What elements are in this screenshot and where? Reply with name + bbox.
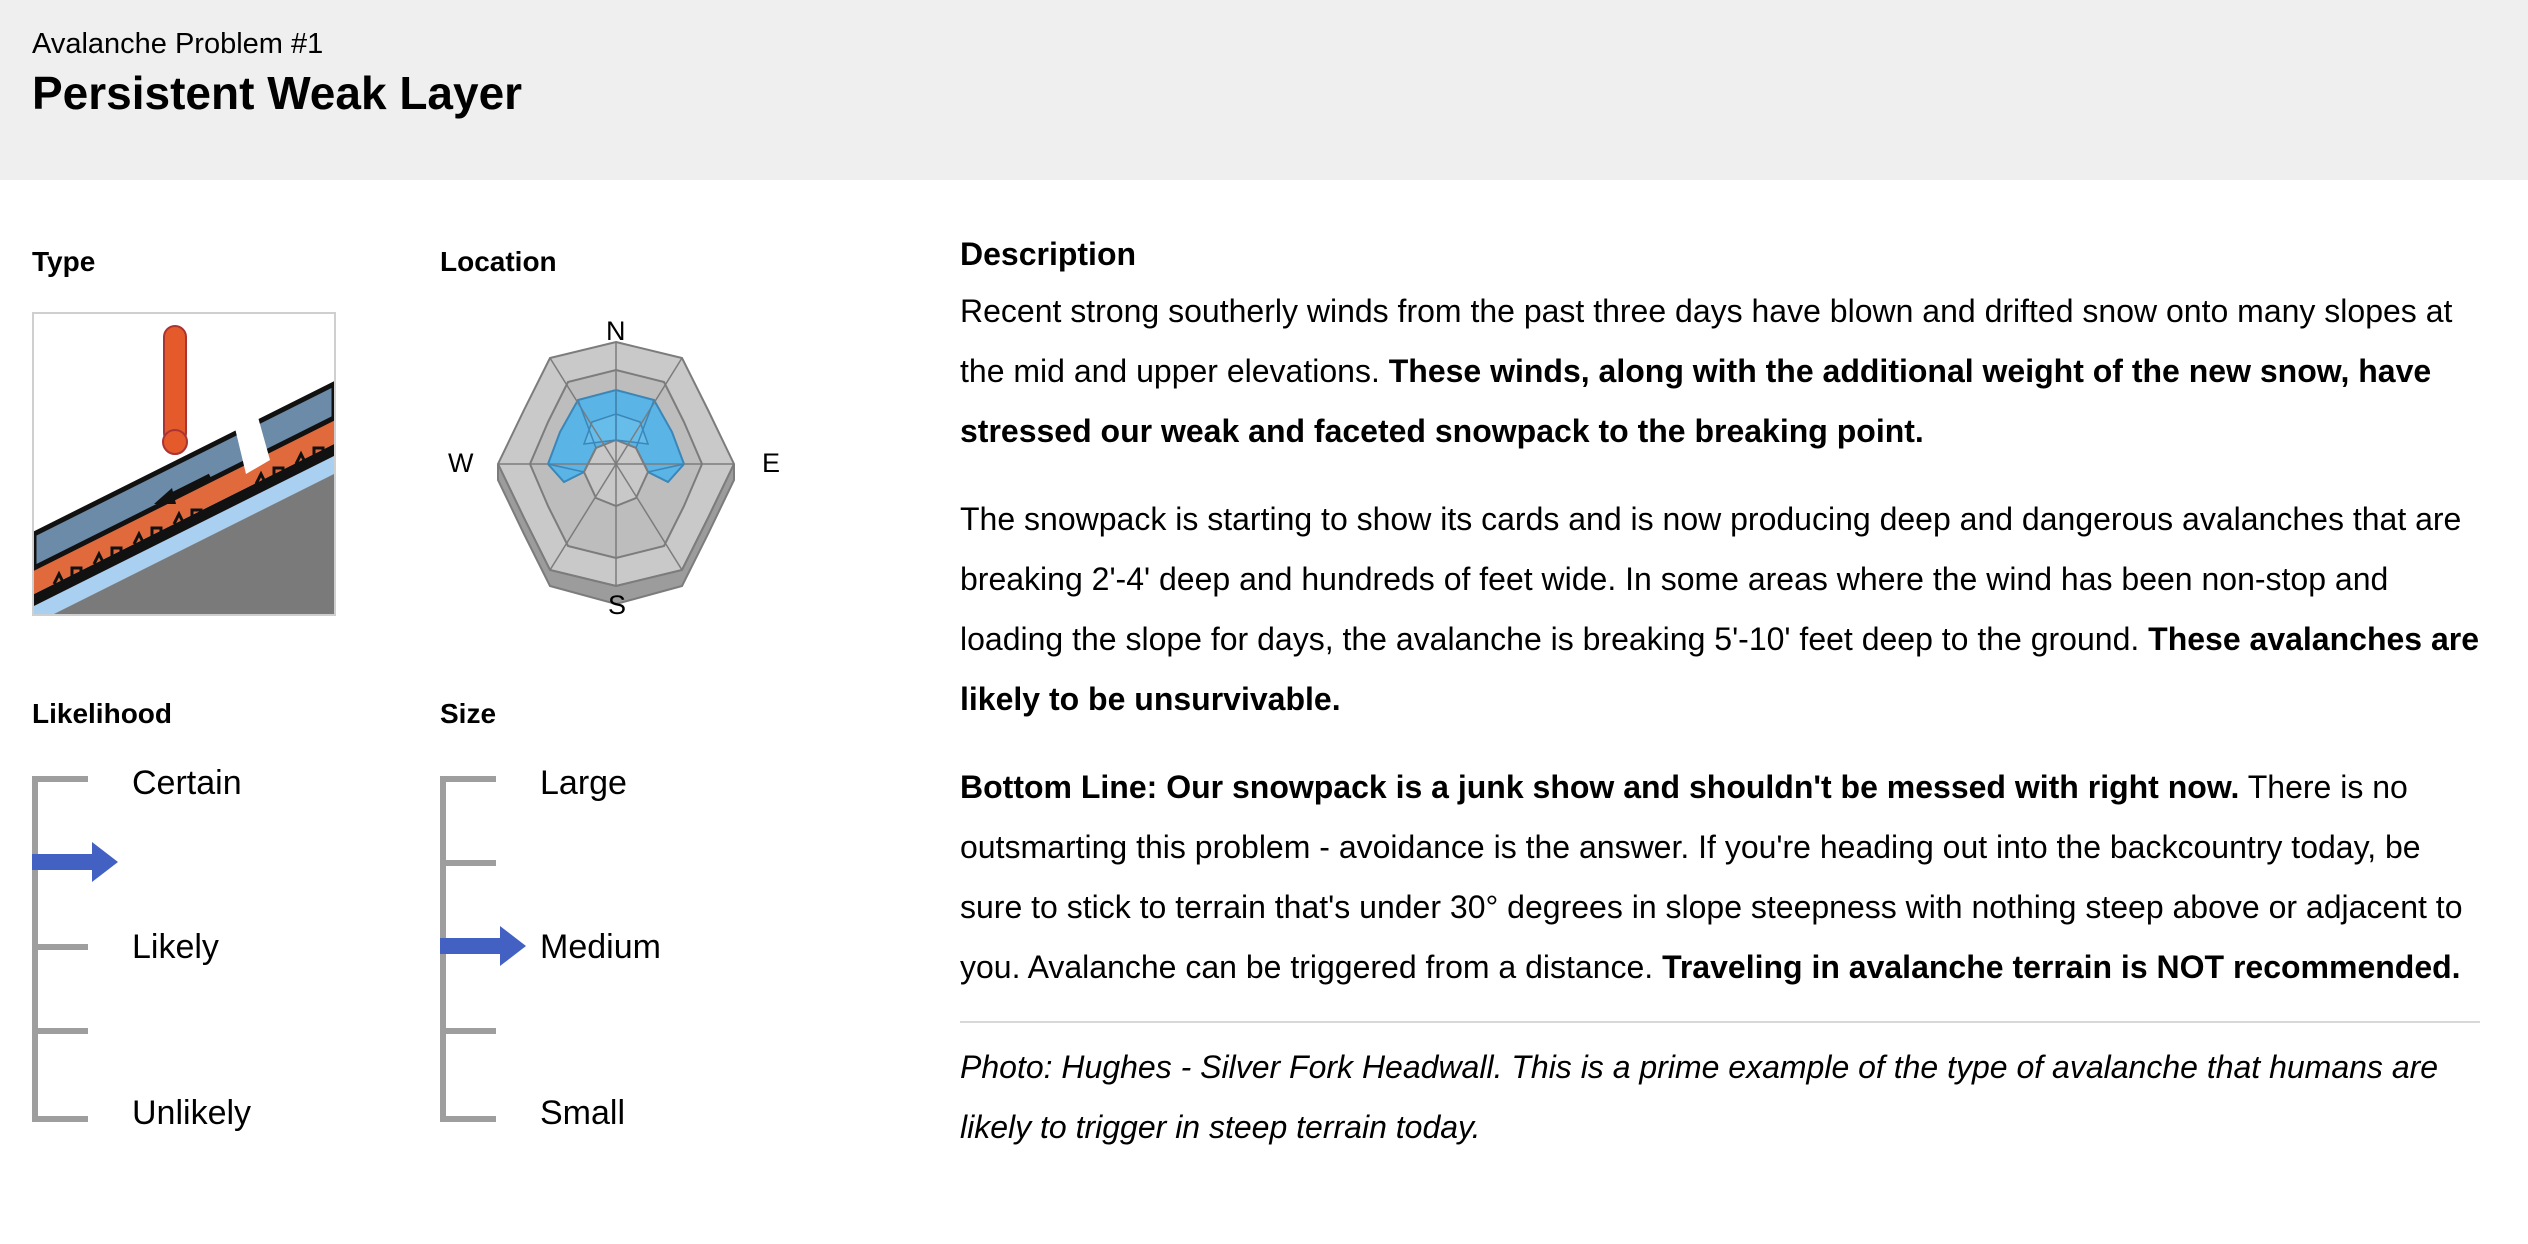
likelihood-tick [32,1028,88,1034]
description-emphasis: These avalanches are likely to be unsurvivable. [960,621,2480,717]
size-selected-arrow [440,926,526,966]
size-level-large: Large [540,764,627,802]
likelihood-level-likely: Likely [132,928,219,966]
description-paragraph-3 [960,757,2480,997]
description-emphasis: These winds, along with the additional weight of the new snow, have stressed our weak and faceted snowpack to the breaking point. [960,353,2432,449]
description-emphasis: Traveling in avalanche terrain is NOT recommended. [1662,949,2461,985]
description-paragraph-2 [960,489,2480,729]
size-tick [440,1116,496,1122]
size-scale [440,764,820,1216]
likelihood-tick [32,944,88,950]
description-text: Recent strong southerly winds from the past three days have blown and drifted snow onto many slopes at the mid and upper elevations. [960,293,2453,389]
size-tick [440,1028,496,1034]
likelihood-scale [32,764,412,1216]
aspect-elevation-rose [436,304,796,634]
compass-west: W [448,448,474,478]
likelihood-tick [32,1116,88,1122]
bottom-line: Bottom Line: Our snowpack is a junk show and shouldn't be messed with right now. [960,769,2240,805]
problem-type-icon [32,312,336,616]
photo-caption: Photo: Hughes - Silver Fork Headwall. This is a prime example of the type of avalanche that humans are likely to trigger in steep terrain today. [960,1049,2439,1145]
problem-title: Persistent Weak Layer [32,67,523,119]
type-label: Type [32,246,96,277]
description-text: The snowpack is starting to show its cards and is now producing deep and dangerous avalanches that are breaking 2'-4' deep and hundreds of feet wide. In some areas where the wind has been non-stop and loading the slope for days, the avalanche is breaking 5'-10' feet deep to the ground. [960,501,2462,657]
size-tick [440,776,496,782]
compass-east: E [762,448,781,478]
compass-north: N [606,316,626,346]
likelihood-level-certain: Certain [132,764,242,802]
likelihood-level-unlikely: Unlikely [132,1094,252,1132]
size-level-small: Small [540,1094,626,1132]
problem-number: Avalanche Problem #1 [32,28,324,60]
divider [960,1021,2480,1023]
likelihood-selected-arrow [32,842,118,882]
problem-header [0,0,2528,180]
location-label: Location [440,246,557,277]
size-label: Size [440,698,497,729]
description-section [960,236,2480,1185]
size-tick [440,860,496,866]
compass-south: S [608,590,627,620]
description-heading: Description [960,236,1137,272]
likelihood-label: Likelihood [32,698,172,729]
description-paragraph-1 [960,281,2480,461]
likelihood-tick [32,776,88,782]
size-level-medium: Medium [540,928,661,966]
description-text: There is no outsmarting this problem - avoidance is the answer. If you're heading out into the backcountry today, be sure to stick to terrain that's under 30° degrees in slope steepness with nothing steep above or adjacent to you. Avalanche can be triggered from a distance. [960,769,2463,985]
